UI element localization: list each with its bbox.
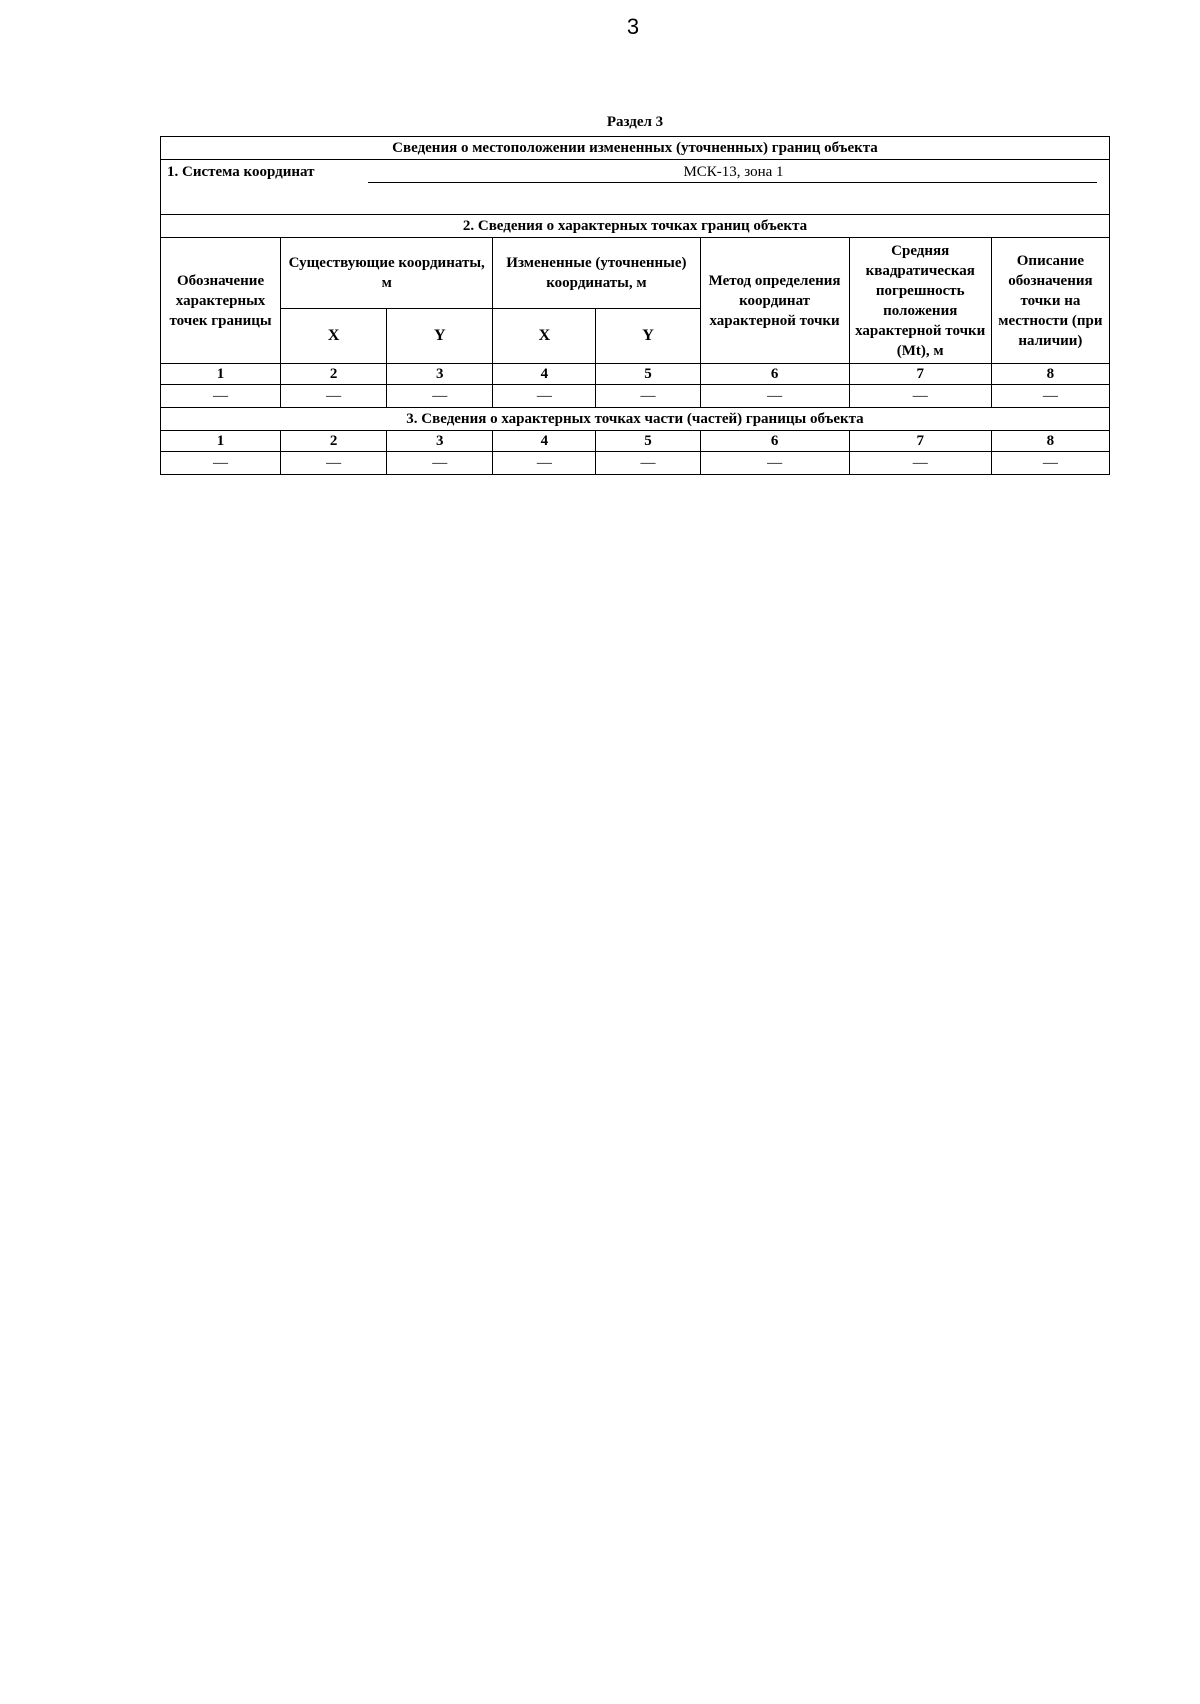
empty-cell: — bbox=[493, 385, 596, 408]
column-number: 5 bbox=[596, 431, 700, 452]
empty-cell: — bbox=[281, 452, 387, 475]
table-header-title: Сведения о местоположении измененных (уточненных) границ объекта bbox=[161, 137, 1110, 160]
column-number: 6 bbox=[700, 364, 849, 385]
column-number: 1 bbox=[161, 364, 281, 385]
page-number: 3 bbox=[626, 14, 640, 39]
col-header-description: Описание обозначения точки на местности (при наличии) bbox=[991, 238, 1109, 364]
empty-cell: — bbox=[991, 452, 1109, 475]
empty-cell: — bbox=[387, 385, 493, 408]
coordinate-system-row bbox=[161, 160, 1110, 215]
empty-cell: — bbox=[161, 452, 281, 475]
column-number: 2 bbox=[281, 364, 387, 385]
col-header-method: Метод определения координат характерной точки bbox=[700, 238, 849, 364]
column-number: 3 bbox=[387, 364, 493, 385]
column-number-row bbox=[161, 364, 1110, 385]
empty-cell: — bbox=[161, 385, 281, 408]
coordinate-system-value: МСК-13, зона 1 bbox=[368, 162, 1097, 183]
column-number: 5 bbox=[596, 364, 700, 385]
empty-cell: — bbox=[700, 385, 849, 408]
table-row bbox=[161, 452, 1110, 475]
column-number: 7 bbox=[849, 364, 991, 385]
col-header-existing-coords: Существующие координаты, м bbox=[281, 238, 493, 309]
col-header-changed-x: X bbox=[493, 309, 596, 364]
col-header-existing-y: Y bbox=[387, 309, 493, 364]
empty-cell: — bbox=[849, 452, 991, 475]
boundary-table bbox=[160, 136, 1110, 475]
empty-cell: — bbox=[281, 385, 387, 408]
column-number: 3 bbox=[387, 431, 493, 452]
table-row bbox=[161, 385, 1110, 408]
column-number: 4 bbox=[493, 431, 596, 452]
column-number: 6 bbox=[700, 431, 849, 452]
empty-cell: — bbox=[700, 452, 849, 475]
coordinate-system-label: 1. Система координат bbox=[167, 164, 315, 180]
column-number-row bbox=[161, 431, 1110, 452]
empty-cell: — bbox=[387, 452, 493, 475]
column-number: 7 bbox=[849, 431, 991, 452]
col-header-existing-x: X bbox=[281, 309, 387, 364]
points-section-title: 2. Сведения о характерных точках границ объекта bbox=[161, 215, 1110, 238]
column-number: 2 bbox=[281, 431, 387, 452]
empty-cell: — bbox=[849, 385, 991, 408]
parts-section-title: 3. Сведения о характерных точках части (частей) границы объекта bbox=[161, 408, 1110, 431]
empty-cell: — bbox=[493, 452, 596, 475]
col-header-changed-y: Y bbox=[596, 309, 700, 364]
column-number: 8 bbox=[991, 431, 1109, 452]
empty-cell: — bbox=[596, 452, 700, 475]
col-header-designation: Обозначение характерных точек границы bbox=[161, 238, 281, 364]
column-number: 8 bbox=[991, 364, 1109, 385]
column-number: 4 bbox=[493, 364, 596, 385]
empty-cell: — bbox=[991, 385, 1109, 408]
empty-cell: — bbox=[596, 385, 700, 408]
col-header-changed-coords: Измененные (уточненные) координаты, м bbox=[493, 238, 700, 309]
section-title: Раздел 3 bbox=[606, 114, 664, 130]
col-header-error: Средняя квадратическая погрешность положения характерной точки (Mt), м bbox=[849, 238, 991, 364]
column-number: 1 bbox=[161, 431, 281, 452]
